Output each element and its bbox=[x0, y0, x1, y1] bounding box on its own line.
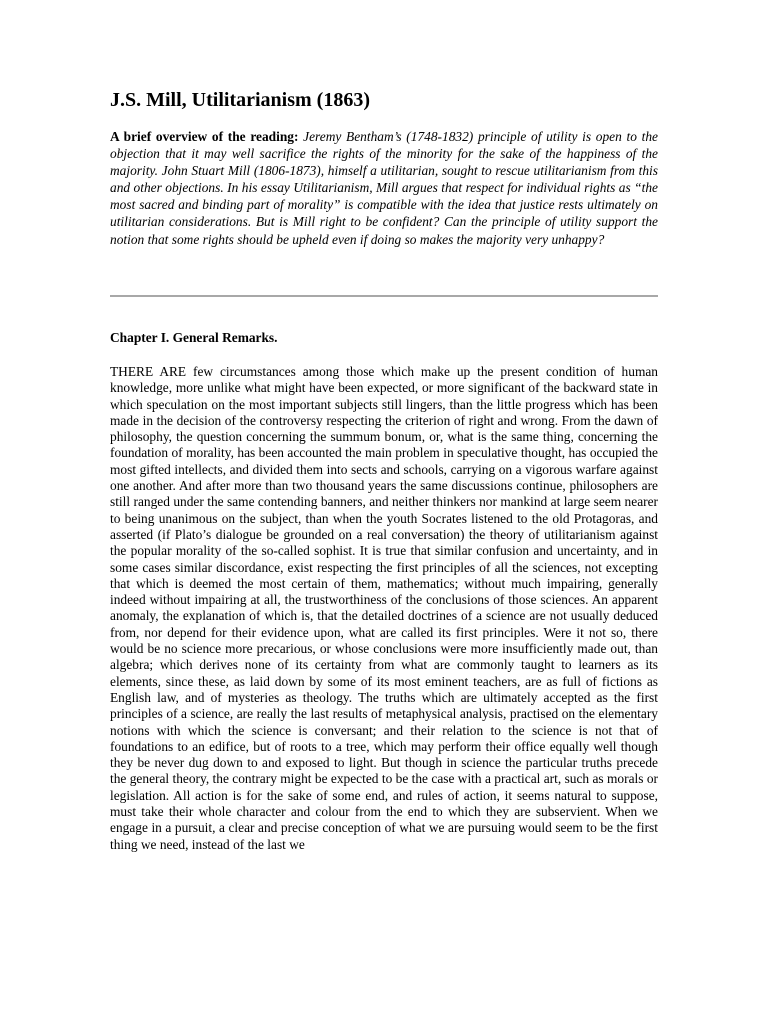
chapter-body-text: THERE ARE few circumstances among those which make up the present condition of human knowledge, more unlike what might have been expected, or more significant of the backward state in which speculation on the most important subjects still lingers, than the little progress which has been made in the decision of the controversy respecting the criterion of right and wrong. From the dawn of philosophy, the question concerning the summum bonum, or, what is the same thing, concerning the foundation of morality, has been accounted the main problem in speculative thought, has occupied the most gifted intellects, and divided them into sects and schools, carrying on a vigorous warfare against one another. And after more than two thousand years the same discussions continue, philosophers are still ranged under the same contending banners, and neither thinkers nor mankind at large seem nearer to being unanimous on the subject, than when the youth Socrates listened to the old Protagoras, and asserted (if Plato’s dialogue be grounded on a real conversation) the theory of utilitarianism against the popular morality of the so-called sophist. It is true that similar confusion and uncertainty, and in some cases similar discordance, exist respecting the first principles of all the sciences, not excepting that which is deemed the most certain of them, mathematics; without much impairing, generally indeed without impairing at all, the trustworthiness of the conclusions of those sciences. An apparent anomaly, the explanation of which is, that the detailed doctrines of a science are not usually deduced from, nor depend for their evidence upon, what are called its first principles. Were it not so, there would be no science more precarious, or whose conclusions were more insufficiently made out, than algebra; which derives none of its certainty from what are commonly taught to learners as its elements, since these, as laid down by some of its most eminent teachers, are as full of fictions as English law, and of mysteries as theology. The truths which are ultimately accepted as the first principles of a science, are really the last results of metaphysical analysis, practised on the elementary notions with which the science is conversant; and their relation to the science is not that of foundations to an edifice, but of roots to a tree, which may perform their office equally well though they be never dug down to and exposed to light. But though in science the particular truths precede the general theory, the contrary might be expected to be the case with a practical art, such as morals or legislation. All action is for the sake of some end, and rules of action, it seems natural to suppose, must take their whole character and colour from the end to which they are subservient. When we engage in a pursuit, a clear and precise conception of what we are pursuing would seem to be the first thing we need, instead of the last we bbox=[110, 364, 658, 852]
horizontal-divider bbox=[110, 295, 658, 297]
overview-body: Jeremy Bentham’s (1748-1832) principle of utility is open to the objection that it may well sacrifice the rights of the minority for the sake of the happiness of the majority. John Stuart Mill (1806-1873), himself a utilitarian, sought to rescue utilitarianism from this and other objections. In his essay Utilitarianism, Mill argues that respect for individual rights as “the most sacred and binding part of morality” is compatible with the idea that justice rests ultimately on utilitarian considerations. But is Mill right to be confident? Can the principle of utility support the notion that some rights should be upheld even if doing so makes the majority very unhappy? bbox=[110, 129, 658, 247]
chapter-heading: Chapter I. General Remarks. bbox=[110, 330, 278, 345]
overview-lead: A brief overview of the reading: bbox=[110, 129, 299, 144]
reading-overview bbox=[110, 128, 658, 248]
document-title: J.S. Mill, Utilitarianism (1863) bbox=[110, 89, 370, 111]
